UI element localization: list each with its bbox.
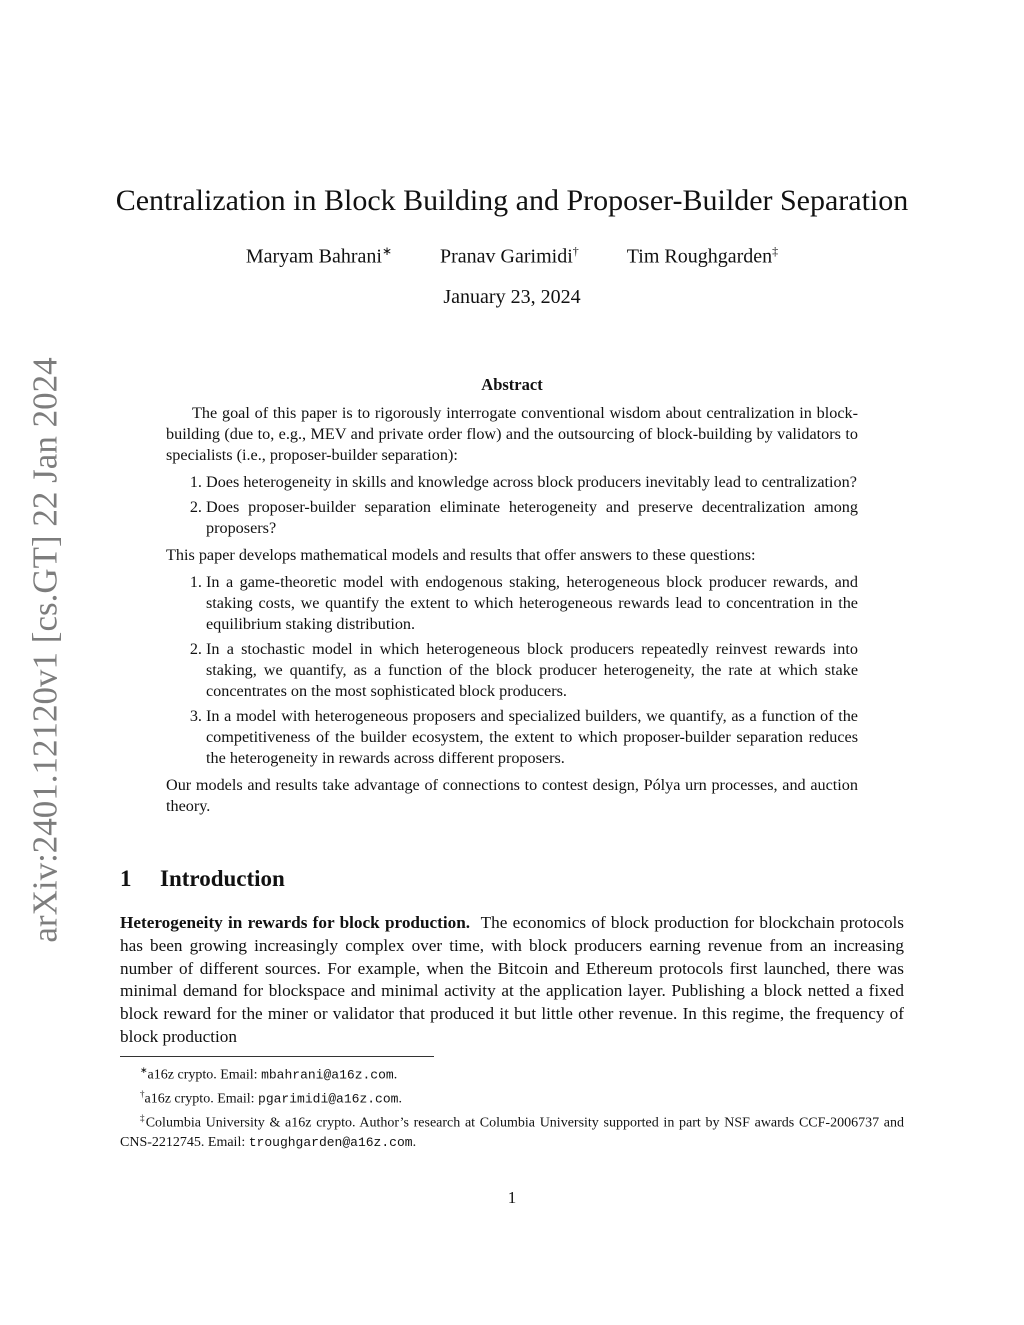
author: Tim Roughgarden‡ — [626, 244, 779, 268]
paragraph-lead: Heterogeneity in rewards for block production. — [120, 913, 471, 932]
footnote: †a16z crypto. Email: pgarimidi@a16z.com. — [140, 1089, 402, 1107]
footnote-divider — [120, 1056, 434, 1057]
abstract-intro: The goal of this paper is to rigorously interrogate conventional wisdom about centralization in block-building (due to, e.g., MEV and private order flow) and the outsourcing of block-building by validators to specialists (i.e., proposer-builder separation): — [166, 404, 858, 464]
list-item: 1. Does heterogeneity in skills and knowledge across block producers inevitably lead to centralization? — [206, 472, 858, 493]
section-heading — [120, 866, 904, 892]
list-item: 1. In a game-theoretic model with endogenous staking, heterogeneous block producer rewards, and staking costs, we quantify the extent to which heterogeneous rewards lead to concentration in the equilibrium staking distribution. — [206, 572, 858, 635]
abstract-closing: Our models and results take advantage of connections to contest design, Pólya urn processes, and auction theory. — [166, 776, 858, 815]
abstract — [166, 374, 858, 817]
email-address: pgarimidi@a16z.com — [258, 1091, 399, 1107]
paragraph-text: The economics of block production for blockchain protocols has been growing increasingly complex over time, with block producers earning revenue from an increasing number of different sources. For example, when the Bitcoin and Ethereum protocols first launched, there was minimal demand for blockspace and minimal activity at the application layer. Publishing a block netted a fixed block reward for the miner or validator that produced it but little other revenue. In this regime, the frequency of block production — [120, 913, 904, 1046]
question-list — [166, 472, 858, 539]
footnote: ∗a16z crypto. Email: mbahrani@a16z.com. — [140, 1065, 398, 1083]
author-list — [110, 244, 914, 269]
publication-date: January 23, 2024 — [443, 286, 581, 308]
arxiv-watermark — [8, 357, 84, 943]
author: Maryam Bahrani∗ — [245, 244, 392, 268]
abstract-heading: Abstract — [481, 375, 543, 394]
intro-paragraph — [120, 912, 904, 1049]
arxiv-identifier: arXiv:2401.12120v1 [cs.GT] 22 Jan 2024 — [26, 357, 66, 943]
email-address: troughgarden@a16z.com — [248, 1135, 413, 1151]
section-number: 1 — [120, 866, 132, 891]
footnotes — [120, 1061, 904, 1153]
footnote: ‡Columbia University & a16z crypto. Author’s research at Columbia University supported in part by NSF awards CCF-2006737 and CNS-2212745. Email: troughgarden@a16z.com. — [120, 1113, 905, 1151]
paper-title: Centralization in Block Building and Proposer-Builder Separation — [115, 184, 909, 217]
results-list — [166, 572, 858, 769]
section-title: Introduction — [160, 866, 285, 891]
author: Pranav Garimidi† — [440, 244, 579, 268]
page-number: 1 — [507, 1188, 517, 1207]
list-item: 3. In a model with heterogeneous proposers and specialized builders, we quantify, as a function of the competitiveness of the builder ecosystem, the extent to which proposer-builder separation reduces the heterogeneity in rewards across different proposers. — [206, 706, 858, 769]
abstract-models-intro: This paper develops mathematical models and results that offer answers to these questions: — [166, 546, 756, 564]
list-item: 2. Does proposer-builder separation eliminate heterogeneity and preserve decentralization among proposers? — [206, 497, 858, 539]
list-item: 2. In a stochastic model in which heterogeneous block producers repeatedly reinvest rewards into staking, we quantify, as a function of the block producer heterogeneity, the rate at which stake concentrates on the most sophisticated block producers. — [206, 639, 858, 702]
email-address: mbahrani@a16z.com — [261, 1067, 394, 1083]
